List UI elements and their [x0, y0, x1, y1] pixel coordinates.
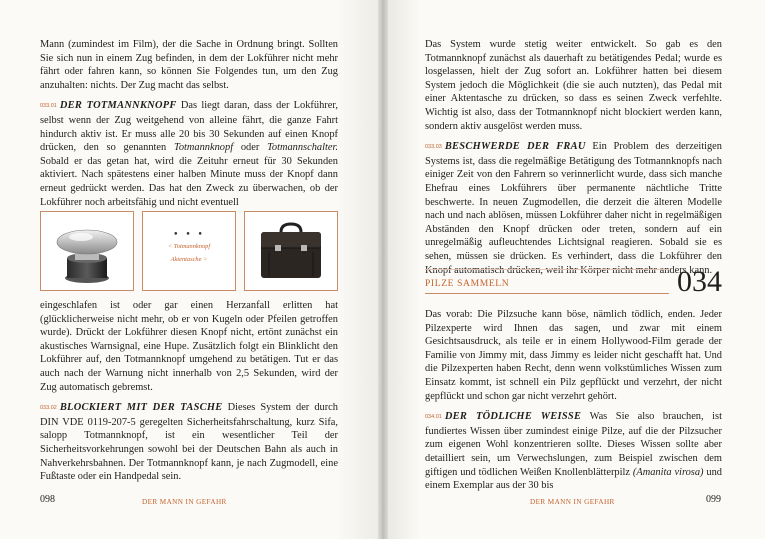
section-033-03	[425, 140, 722, 277]
chapter-rule	[425, 293, 669, 294]
left-footer	[40, 489, 55, 507]
section-text: und einem Exemplar aus der 30 bis	[425, 466, 722, 492]
caption-left: < Totmannknopf	[167, 243, 211, 250]
section-number: 033.02	[40, 405, 57, 412]
right-running-head	[530, 491, 615, 509]
decorative-dots: • • •	[173, 230, 205, 240]
running-head-left: DER MANN IN GEFAHR	[142, 498, 227, 506]
chapter-title: PILZE SAMMELN	[425, 278, 510, 289]
caption-right: Aktentasche >	[170, 256, 208, 263]
italic-term: Totmannschalter.	[267, 142, 338, 154]
chapter-number: 034	[677, 265, 722, 298]
section-033-02	[40, 401, 338, 484]
figure-briefcase	[244, 211, 338, 291]
book-gutter	[378, 0, 388, 539]
section-text: Sobald er das getan hat, wird die Zeituhr erneut für 30 Sekunden aktiviert. Nach spätestens einer halben Minute muss der Knopf dann erneut gedrückt werden. Das hat den Zweck zu überwachen, ob der Lokführer noch arbeitsfähig und nicht eventuell	[40, 155, 338, 208]
chapter-header	[425, 264, 722, 300]
briefcase-icon	[245, 212, 337, 290]
left-paragraph-2: eingeschlafen ist oder gar einen Herzanfall erlitten hat (glücklicherweise nicht mehr, ob er von Kugeln oder Pfeilen getroffen wurde). Drückt der Lokführer diesen Knopf nicht, ertönt zunächst ein akustisches Warnsignal, eine Hupe. Zusätzlich folgt ein Blinklicht den Lokführer auf, den Totmannknopf umgehend zu betätigen. Tut er das auch nach der Warnung nicht innerhalb von 2,5 Sekunden, wird der Zug automatisch gebremst.	[40, 300, 338, 393]
section-number: 033.01	[40, 103, 57, 110]
section-text: Das liegt daran, dass der Lokführer, selbst wenn der Zug weitgehend von alleine fährt, die ganze Fahrt hindurch aktiv ist. Er muss alle 20 bis 30 Sekunden auf einen Knopf drücken, den so genannten	[40, 100, 338, 154]
section-text: Ein Problem des derzeitigen Systems ist, dass die regelmäßige Betätigung des Totmannknopfs nach einiger Zeit von den Fahrern so verinnerlicht wurde, dass sich manche Ehefrau eines Lokführers über permanente nächtliche Tritte beschwerte. In neuen Zugmodellen, die derzeit die älteren Modelle nach und nach ablösen, müssen Lokführer daher nicht in regelmäßigen Abständen den Knopf drücken oder treten, sondern auf ein unregelmäßig aufleuchtendes Lichtsignal reagieren. Sobald sie es sehen, müssen sie drücken. Es verhindert, dass die Lokführer den Knopf automatisch drücken, weil ihr Körper nicht mehr anders kann.	[425, 141, 722, 276]
right-paragraph-2: Das vorab: Die Pilzsuche kann böse, nämlich tödlich, enden. Jeder Pilzexperte wird Ihnen das sagen, und zwar mit einem Gesichtsausdruck, als teile er in einem Hollywood-Film gerade der Familie von Jimmy mit, dass Jimmy es leider nicht geschafft hat. Und die Pilzexperten haben Recht, denn wenn volkstümliches Wissen zum Einsatz kommt, ist schnell ein Pilz gepflückt und verzehrt, der nicht gepflückt und schon gar nicht verzehrt gehört.	[425, 309, 722, 402]
section-text: oder	[240, 142, 260, 154]
italic-term: Totmannknopf	[174, 142, 234, 154]
right-paragraph-1: Das System wurde stetig weiter entwickelt. So gab es den Totmannknopf zunächst als dauerhaft zu betätigendes Pedal; wurde es losgelassen, hielt der Zug sofort an. Lokführer hatten bei diesem System jedoch die Möglichkeit (die sie auch nutzten), das Pedal mit einer Aktentasche zu drücken, so dass es seinen Zweck verfehlte. Wichtig ist also, dass der Totmannknopf nicht blockiert werden kann, sondern aktiv ausgelöst werden muss.	[425, 39, 722, 132]
figure-dead-man-button	[40, 211, 134, 291]
figure-caption-box	[142, 211, 236, 291]
left-running-head	[142, 491, 227, 509]
left-paragraph-1: Mann (zumindest im Film), der die Sache in Ordnung bringt. Sollten Sie sich nun in einem Zug befinden, in dem der Lokführer nicht mehr fährt oder fahren kann, so können Sie Folgendes tun, um den Zug anzuhalten: nichts. Der Zug macht das selbst.	[40, 39, 338, 91]
section-034-01	[425, 410, 722, 493]
section-number: 034.01	[425, 414, 442, 421]
page-number-right: 099	[706, 494, 721, 505]
mushroom-button-icon	[41, 212, 133, 290]
section-text: Dieses System der durch DIN VDE 0119-207-5 geregelten Sicherheitsfahrschaltung, kurz Sifa, salopp Totmannknopf, ist ein wesentlicher Teil der Sicherheitsvorkehrungen sowohl bei der Deutschen Bahn als auch in Nahverkehrsbahnen. Der Totmannknopf kann, je nach Zugmodell, eine Fußtaste oder ein Handpedal sein.	[40, 402, 338, 483]
section-text: Was Sie also brauchen, ist fundiertes Wissen über zumindest einige Pilze, auf die der Pilzsucher zum eigenen Wohl konzentrieren sollte. Dieses Wissen sollte aber detailliert sein, um Verwechslungen, zum Beispiel zwischen dem giftigen und tödlichen Weißen Knollenblätterpilz	[425, 411, 722, 478]
italic-term: (Amanita virosa)	[632, 466, 704, 478]
figure-row	[40, 211, 338, 291]
left-bottom-text	[40, 299, 338, 491]
section-heading: BESCHWERDE DER FRAU	[444, 141, 586, 153]
section-heading: DER TOTMANNKNOPF	[59, 100, 177, 112]
left-top-text	[40, 38, 338, 216]
section-heading: DER TÖDLICHE WEISSE	[444, 411, 582, 423]
running-head-right: DER MANN IN GEFAHR	[530, 498, 615, 506]
page-number-left: 098	[40, 494, 55, 505]
chapter-rule-top	[425, 269, 669, 270]
right-bottom-text	[425, 308, 722, 500]
section-033-01	[40, 99, 338, 209]
right-top-text	[425, 38, 722, 284]
section-heading: BLOCKIERT MIT DER TASCHE	[59, 402, 223, 414]
right-footer	[706, 489, 721, 507]
section-number: 033.03	[425, 144, 442, 151]
